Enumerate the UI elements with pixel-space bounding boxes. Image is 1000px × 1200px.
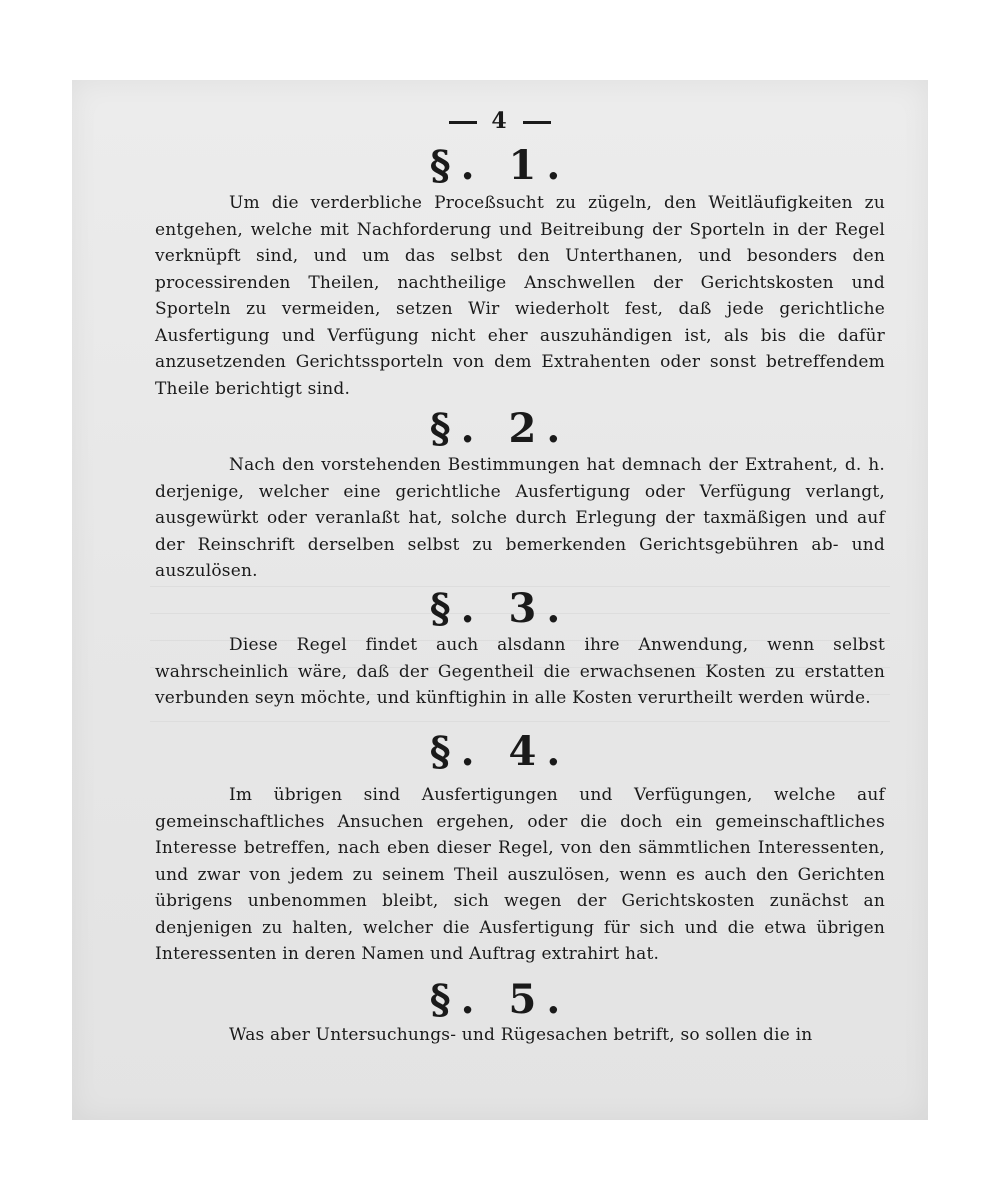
section-heading-4: §. 4. [429,728,571,775]
section-heading-3: §. 3. [429,585,571,632]
section-heading-1: §. 1. [429,142,571,189]
section-text-2: Nach den vorstehenden Bestimmungen hat demnach der Extrahent, d. h. derjenige, welcher eine gerichtliche Ausfertigung oder Verfügung verlangt, ausgewürkt oder veranlaßt hat, solche durch Erlegung der taxmäßigen und auf der Reinschrift derselben selbst zu bemerkenden Gerichtsgebühren ab- und auszulösen. [155,455,885,581]
section-heading-5: §. 5. [429,976,571,1023]
page-number-dash-left [449,121,477,124]
section-text-1: Um die verderbliche Proceßsucht zu zügeln, den Weitläufigkeiten zu entgehen, welche mit Nachforderung und Beitreibung der Sporteln in der Regel verknüpft sind, und um das selbst den Unterthanen, und besonders den processirenden Theilen, nachtheilige Anschwellen der Gerichtskosten und Sporteln zu vermeiden, setzen Wir wiederholt fest, daß jede gerichtliche Ausfertigung und Verfügung nicht eher auszuhändigen ist, als bis die dafür anzusetzenden Gerichtssporteln von dem Extrahenten oder sonst betreffendem Theile berichtigt sind. [155,193,885,399]
section-text-5: Was aber Untersuchungs- und Rügesachen betrift, so sollen die in [229,1025,813,1045]
page-number-dash-right [523,121,551,124]
page-number-value: 4 [491,108,509,134]
section-text-3: Diese Regel findet auch alsdann ihre Anwendung, wenn selbst wahrscheinlich wäre, daß der Gegentheil die erwachsenen Kosten zu erstatten verbunden seyn möchte, und künftighin in alle Kosten verurtheilt werden würde. [155,635,885,708]
page-number [0,108,1000,134]
section-heading-2: §. 2. [429,405,571,452]
section-text-4: Im übrigen sind Ausfertigungen und Verfügungen, welche auf gemeinschaftliches Ansuchen ergehen, oder die doch ein gemeinschaftliches Interesse betreffen, nach eben dieser Regel, von den sämmtlichen Interessenten, und zwar von jedem zu seinem Theil auszulösen, wenn es auch den Gerichten übrigens unbenommen bleibt, sich wegen der Gerichtskosten zunächst an denjenigen zu halten, welcher die Ausfertigung für sich und die etwa übrigen Interessenten in deren Namen und Auftrag extrahirt hat. [155,785,885,964]
